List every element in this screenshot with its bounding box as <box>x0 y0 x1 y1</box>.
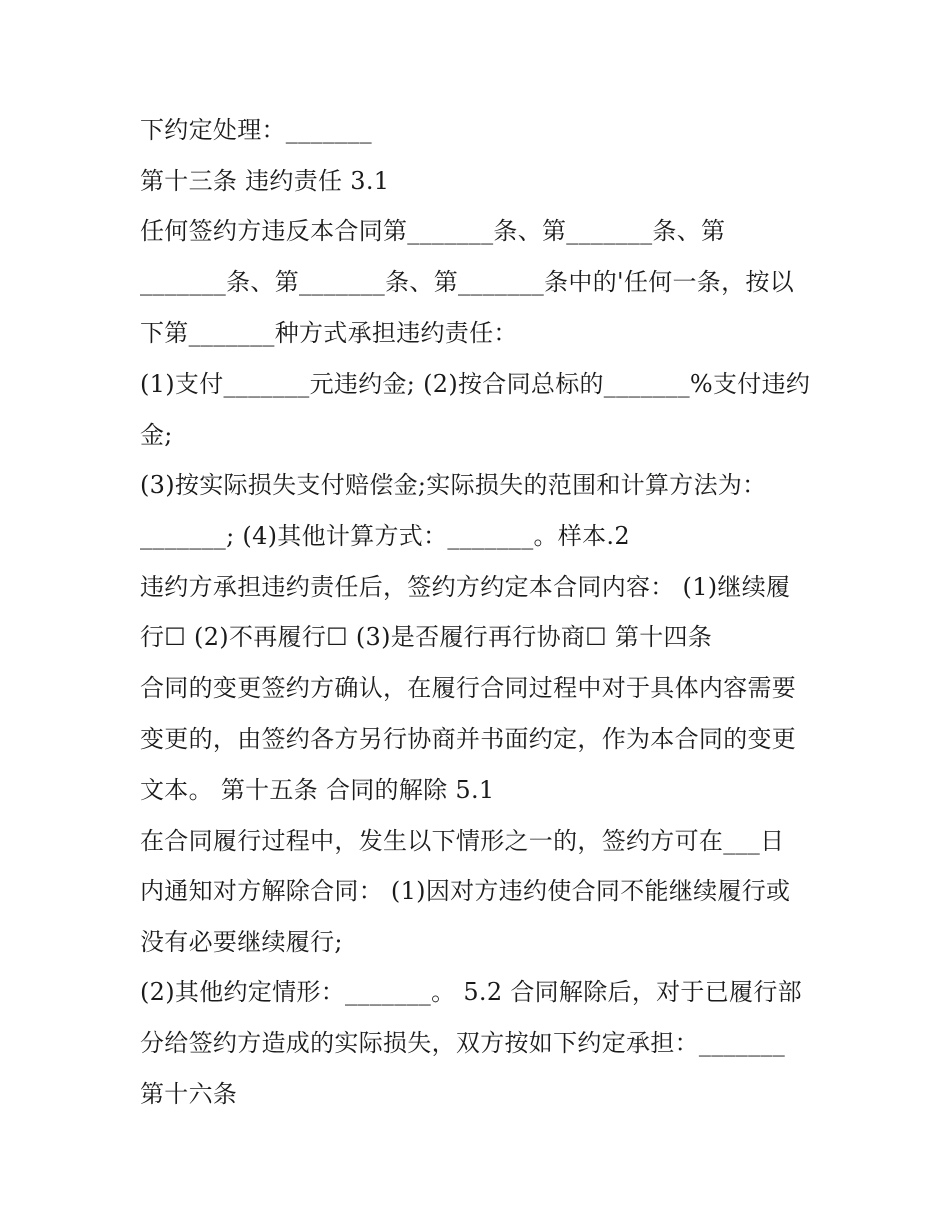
text-line: (1)支付_______元违约金; (2)按合同总标的_______%支付违约 <box>140 370 811 398</box>
text-line: 合同的变更签约方确认，在履行合同过程中对于具体内容需要 <box>140 674 797 702</box>
text-line: _______; (4)其他计算方式：_______。样本.2 <box>140 522 630 550</box>
text-line: 在合同履行过程中，发生以下情形之一的，签约方可在___日 <box>140 827 785 855</box>
text-line: 下约定处理：_______ <box>140 116 372 144</box>
text-line: (3)按实际损失支付赔偿金;实际损失的范围和计算方法为： <box>140 471 767 499</box>
text-line: 行☐ (2)不再履行☐ (3)是否履行再行协商☐ 第十四条 <box>140 623 713 651</box>
text-line: 分给签约方造成的实际损失，双方按如下约定承担：_______ <box>140 1029 785 1057</box>
text-line: 第十六条 <box>140 1080 238 1108</box>
text-line: 下第_______种方式承担违约责任： <box>140 319 518 347</box>
text-line: _______条、第_______条、第_______条中的'任何一条，按以 <box>140 268 794 296</box>
text-line: 变更的，由签约各方另行协商并书面约定，作为本合同的变更 <box>140 725 797 753</box>
text-line: 违约方承担违约责任后，签约方约定本合同内容： (1)继续履 <box>140 573 791 601</box>
text-line: 文本。 第十五条 合同的解除 5.1 <box>140 776 495 804</box>
text-line: 没有必要继续履行; <box>140 928 343 956</box>
text-line: (2)其他约定情形：_______。 5.2 合同解除后，对于已履行部 <box>140 978 802 1006</box>
text-line: 第十三条 违约责任 3.1 <box>140 167 390 195</box>
text-line: 内通知对方解除合同： (1)因对方违约使合同不能继续履行或 <box>140 877 791 905</box>
text-line: 金; <box>140 421 173 449</box>
text-line: 任何签约方违反本合同第_______条、第_______条、第 <box>140 217 726 245</box>
